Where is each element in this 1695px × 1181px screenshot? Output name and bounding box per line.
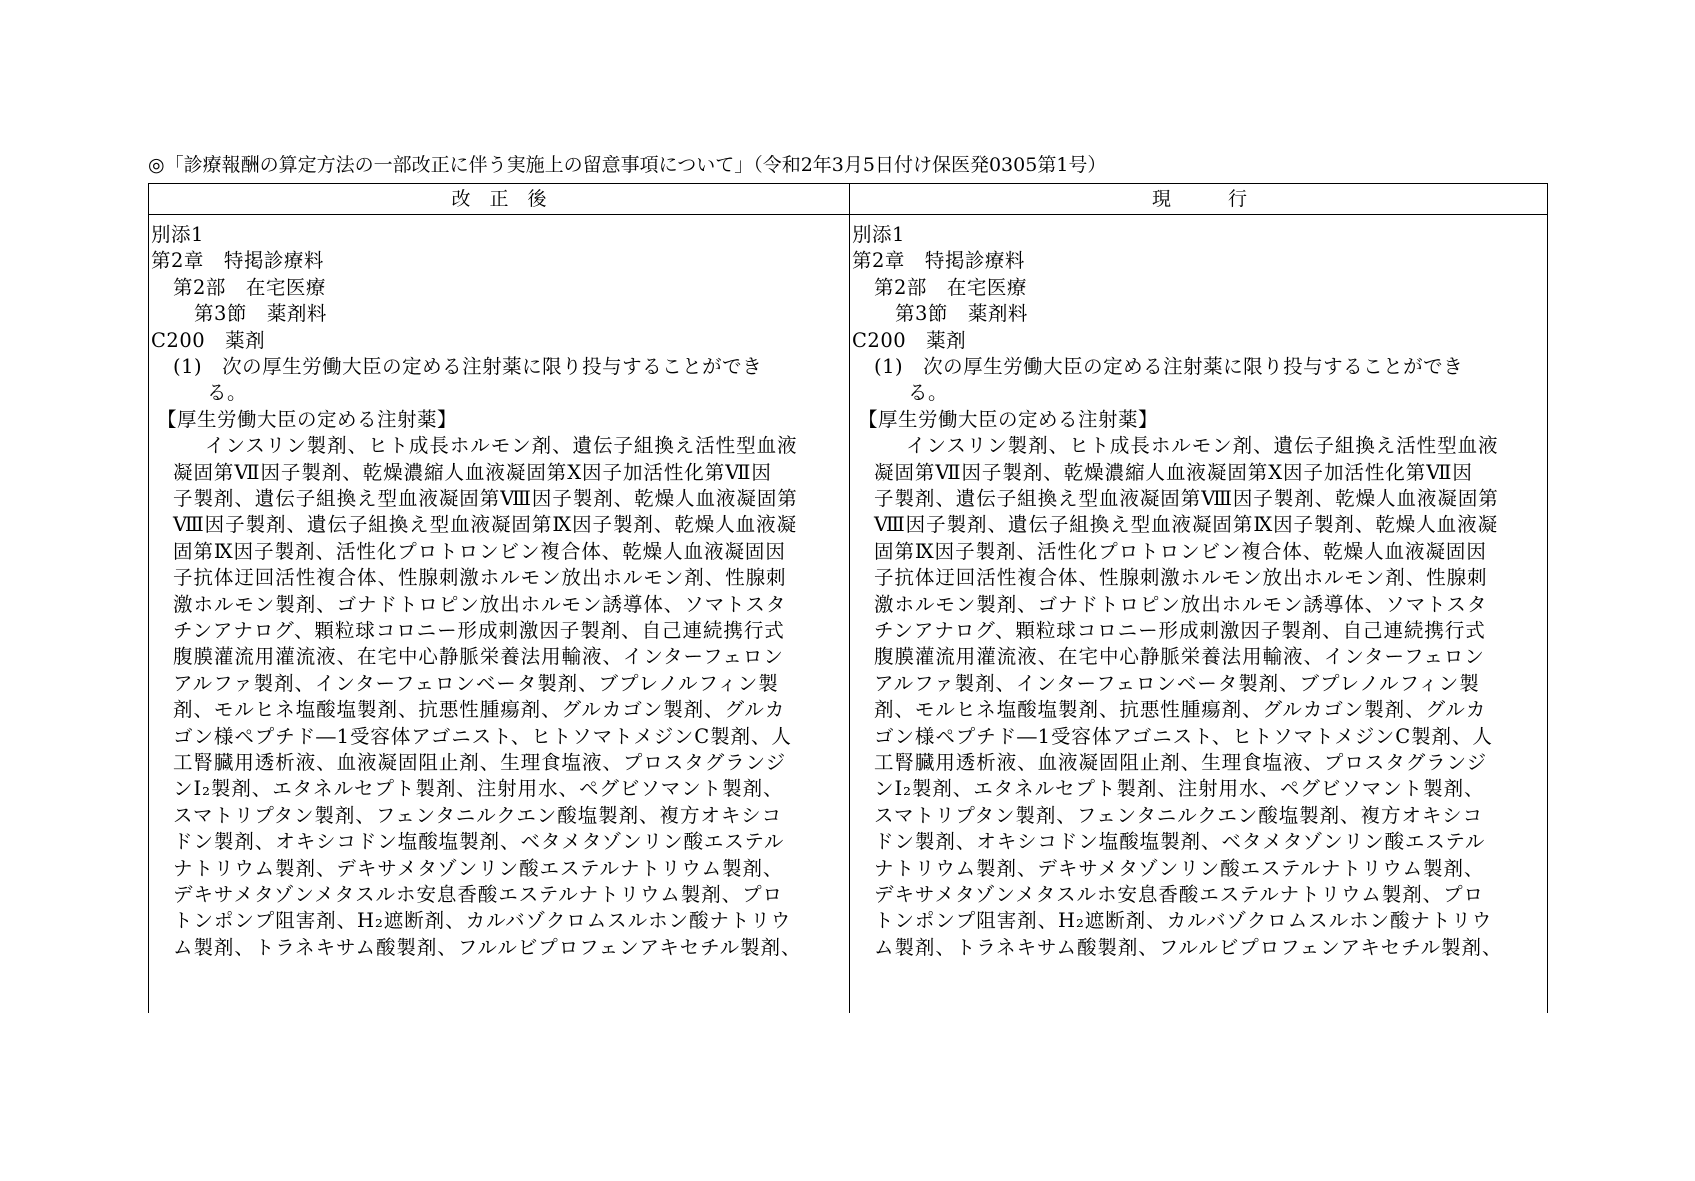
revised-column-line: インスリン製剤、ヒト成長ホルモン剤、遺伝子組換え活性型血液 — [205, 434, 798, 458]
current-column-line: 子製剤、遺伝子組換え型血液凝固第Ⅷ因子製剤、乾燥人血液凝固第 — [874, 487, 1499, 510]
current-column-line: インスリン製剤、ヒト成長ホルモン剤、遺伝子組換え活性型血液 — [906, 434, 1499, 458]
header-revised: 改 正 後 — [451, 188, 547, 210]
current-column-line: 【厚生労働大臣の定める注射薬】 — [858, 407, 1159, 431]
revised-column-line: 剤、モルヒネ塩酸塩製剤、抗悪性腫瘍剤、グルカゴン製剤、グルカ — [173, 698, 786, 722]
current-column-line: ドン製剤、オキシコドン塩酸塩製剤、ベタメタゾンリン酸エステル — [874, 830, 1486, 854]
revised-column-line: 子抗体迂回活性複合体、性腺刺激ホルモン放出ホルモン剤、性腺刺 — [173, 566, 787, 590]
current-column-line: アルファ製剤、インターフェロンベータ製剤、ブプレノルフィン製 — [874, 671, 1480, 695]
revised-column-line: Ⅷ因子製剤、遺伝子組換え型血液凝固第Ⅸ因子製剤、乾燥人血液凝 — [173, 513, 798, 537]
revised-column-line: ンI₂製剤、エタネルセプト製剤、注射用水、ペグビソマント製剤、 — [173, 777, 784, 801]
revised-column-line: 【厚生労働大臣の定める注射薬】 — [157, 407, 458, 431]
revised-column-line: 別添1 — [151, 223, 204, 246]
document-title: ◎「診療報酬の算定方法の一部改正に伴う実施上の留意事項について」（令和2年3月5日付け保医発0305第1号） — [148, 154, 1107, 176]
current-column-line: 第3節 薬剤料 — [895, 302, 1028, 326]
current-column-line: 凝固第Ⅶ因子製剤、乾燥濃縮人血液凝固第Ⅹ因子加活性化第Ⅶ因 — [874, 460, 1473, 484]
revised-column-line: C200 薬剤 — [151, 328, 266, 352]
revised-column-line: る。 — [207, 381, 248, 405]
revised-column-line: ム製剤、トラネキサム酸製剤、フルルビプロフェンアキセチル製剤、 — [173, 935, 802, 959]
header-current: 現 行 — [1151, 188, 1247, 210]
current-column-line: ナトリウム製剤、デキサメタゾンリン酸エステルナトリウム製剤、 — [874, 856, 1485, 880]
current-column-line: C200 薬剤 — [852, 328, 967, 352]
current-column-line: スマトリプタン製剤、フェンタニルクエン酸塩製剤、複方オキシコ — [874, 803, 1484, 827]
current-column-line: トンポンプ阻害剤、H₂遮断剤、カルバゾクロムスルホン酸ナトリウ — [874, 909, 1493, 933]
revised-column-line: 腹膜灌流用灌流液、在宅中心静脈栄養法用輸液、インターフェロン — [173, 645, 784, 669]
current-column-line: 腹膜灌流用灌流液、在宅中心静脈栄養法用輸液、インターフェロン — [874, 645, 1485, 669]
table-header-row — [149, 184, 1547, 215]
revised-column-line: 激ホルモン製剤、ゴナドトロピン放出ホルモン誘導体、ソマトスタ — [173, 592, 787, 616]
revised-column-line: アルファ製剤、インターフェロンベータ製剤、ブプレノルフィン製 — [173, 671, 779, 695]
revised-column-line: チンアナログ、顆粒球コロニー形成刺激因子製剤、自己連続携行式 — [173, 619, 785, 642]
revised-column-line: トンポンプ阻害剤、H₂遮断剤、カルバゾクロムスルホン酸ナトリウ — [173, 909, 792, 933]
current-column-line: Ⅷ因子製剤、遺伝子組換え型血液凝固第Ⅸ因子製剤、乾燥人血液凝 — [874, 513, 1499, 537]
revised-column — [149, 215, 849, 1014]
current-column-line: 第2部 在宅医療 — [874, 275, 1027, 299]
revised-column-line: 第2章 特掲診療料 — [151, 249, 324, 273]
revised-column-line: 凝固第Ⅶ因子製剤、乾燥濃縮人血液凝固第Ⅹ因子加活性化第Ⅶ因 — [173, 460, 772, 484]
revised-column-line: 第3節 薬剤料 — [194, 302, 327, 326]
current-column-line: 固第Ⅸ因子製剤、活性化プロトロンビン複合体、乾燥人血液凝固因 — [874, 539, 1487, 563]
current-column-line: る。 — [908, 381, 949, 405]
current-column-line: 第2章 特掲診療料 — [852, 249, 1025, 273]
revised-column-line: 子製剤、遺伝子組換え型血液凝固第Ⅷ因子製剤、乾燥人血液凝固第 — [173, 487, 798, 510]
revised-column-line: デキサメタゾンメタスルホ安息香酸エステルナトリウム製剤、プロ — [173, 883, 783, 906]
current-column-line: ゴン様ペプチド―1受容体アゴニスト、ヒトソマトメジンC製剤、人 — [874, 724, 1493, 748]
current-column-line: デキサメタゾンメタスルホ安息香酸エステルナトリウム製剤、プロ — [874, 883, 1484, 906]
revised-column-line: 工腎臓用透析液、血液凝固阻止剤、生理食塩液、プロスタグランジ — [173, 751, 787, 774]
current-column-line: 激ホルモン製剤、ゴナドトロピン放出ホルモン誘導体、ソマトスタ — [874, 592, 1488, 616]
comparison-table — [148, 183, 1548, 1013]
current-column-line: (1) 次の厚生労働大臣の定める注射薬に限り投与することができ — [874, 355, 1464, 378]
current-column-line: 剤、モルヒネ塩酸塩製剤、抗悪性腫瘍剤、グルカゴン製剤、グルカ — [874, 698, 1487, 722]
current-column-line: ンI₂製剤、エタネルセプト製剤、注射用水、ペグビソマント製剤、 — [874, 777, 1485, 801]
revised-column-line: ドン製剤、オキシコドン塩酸塩製剤、ベタメタゾンリン酸エステル — [173, 830, 785, 854]
current-column-line: ム製剤、トラネキサム酸製剤、フルルビプロフェンアキセチル製剤、 — [874, 935, 1503, 959]
revised-column-line: 第2部 在宅医療 — [173, 275, 326, 299]
revised-column-line: スマトリプタン製剤、フェンタニルクエン酸塩製剤、複方オキシコ — [173, 803, 783, 827]
current-column-line: 工腎臓用透析液、血液凝固阻止剤、生理食塩液、プロスタグランジ — [874, 751, 1488, 774]
revised-column-line: ナトリウム製剤、デキサメタゾンリン酸エステルナトリウム製剤、 — [173, 856, 784, 880]
current-column-line: 子抗体迂回活性複合体、性腺刺激ホルモン放出ホルモン剤、性腺刺 — [874, 566, 1488, 590]
revised-column-line: ゴン様ペプチド―1受容体アゴニスト、ヒトソマトメジンC製剤、人 — [173, 724, 792, 748]
current-column — [850, 215, 1550, 1014]
current-column-line: チンアナログ、顆粒球コロニー形成刺激因子製剤、自己連続携行式 — [874, 619, 1486, 642]
current-column-line: 別添1 — [852, 223, 905, 246]
revised-column-line: (1) 次の厚生労働大臣の定める注射薬に限り投与することができ — [173, 355, 763, 378]
revised-column-line: 固第Ⅸ因子製剤、活性化プロトロンビン複合体、乾燥人血液凝固因 — [173, 539, 786, 563]
